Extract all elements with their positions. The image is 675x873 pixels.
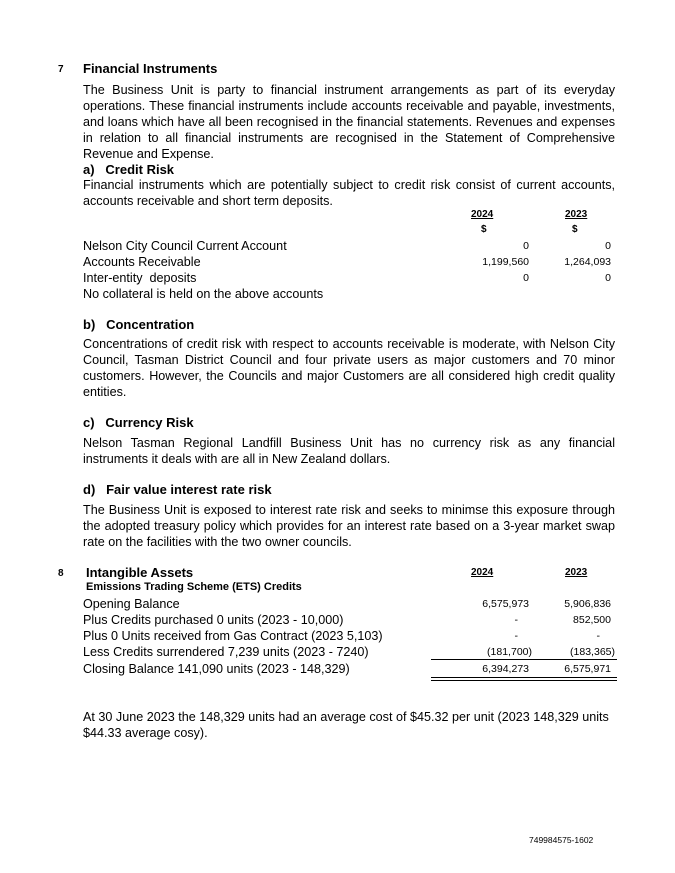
concentration-text: Concentrations of credit risk with respect to accounts receivable is moderate, with Nelson City Council, Tasman District Council and four private users as major customers and 70 minor customers. However, the Councils and major Customers are all considered high credit quality entities. <box>83 337 615 399</box>
currency-2024: $ <box>481 224 487 235</box>
credit-row-label: Nelson City Council Current Account <box>83 239 287 253</box>
credit-row-2024: 1,199,560 <box>482 256 529 268</box>
col-header-2023: 2023 <box>565 209 588 220</box>
currency-risk-text: Nelson Tasman Regional Landfill Business Unit has no currency risk as any financial instruments it deals with are all in New Zealand dollars. <box>83 436 615 466</box>
section-subtitle: Emissions Trading Scheme (ETS) Credits <box>86 581 302 593</box>
section-number: 8 <box>58 568 64 579</box>
ets-row-2024: 6,575,973 <box>482 598 529 610</box>
ets-row-2023: - <box>596 630 600 642</box>
credit-note: No collateral is held on the above accounts <box>83 287 324 301</box>
concentration-heading: b) Concentration <box>83 317 195 332</box>
document-id: 749984575-1602 <box>529 835 594 845</box>
total-double-rule-top <box>431 677 617 678</box>
section-number: 7 <box>58 64 64 75</box>
col-header-2024: 2024 <box>471 209 494 220</box>
section-intro: The Business Unit is party to financial instrument arrangements as part of its everyday operations. These financial instruments include accounts receivable and payable, investments, and loans which have all been recognised in the financial statements. Revenues and expenses in relation to all financial instruments are recognised in the Statement of Comprehensive Revenue and Expense. <box>83 83 615 161</box>
credit-row-2023: 0 <box>605 240 611 252</box>
col-header-2024: 2024 <box>471 567 494 578</box>
ets-row-2024: - <box>514 614 518 626</box>
credit-risk-heading: a) Credit Risk <box>83 162 175 177</box>
ets-row-label: Plus Credits purchased 0 units (2023 - 10,000) <box>83 613 344 627</box>
currency-risk-heading: c) Currency Risk <box>83 415 194 430</box>
ets-row-label: Closing Balance 141,090 units (2023 - 148,329) <box>83 662 350 676</box>
credit-risk-text: Financial instruments which are potentially subject to credit risk consist of current accounts, accounts receivable and short term deposits. <box>83 178 615 208</box>
credit-row-label: Inter-entity deposits <box>83 271 197 285</box>
fair-value-heading: d) Fair value interest rate risk <box>83 482 272 497</box>
ets-row-2023: (183,365) <box>570 646 615 658</box>
subtotal-rule <box>431 659 617 660</box>
ets-row-2023: 852,500 <box>573 614 611 626</box>
ets-row-label: Less Credits surrendered 7,239 units (2023 - 7240) <box>83 645 369 659</box>
ets-note: At 30 June 2023 the 148,329 units had an average cost of $45.32 per unit (2023 148,329 units $44.33 average cosy). <box>83 710 609 740</box>
ets-row-2023: 5,906,836 <box>564 598 611 610</box>
ets-row-2023: 6,575,971 <box>564 663 611 675</box>
credit-row-label: Accounts Receivable <box>83 255 201 269</box>
ets-row-2024: (181,700) <box>487 646 532 658</box>
col-header-2023: 2023 <box>565 567 588 578</box>
ets-row-2024: 6,394,273 <box>482 663 529 675</box>
fair-value-text: The Business Unit is exposed to interest rate risk and seeks to minimse this exposure through the adopted treasury policy which provides for an interest rate based on a 3-year market swap rate on the facilities with the two owner councils. <box>83 503 615 549</box>
section-title: Financial Instruments <box>83 61 218 76</box>
ets-row-label: Plus 0 Units received from Gas Contract (2023 5,103) <box>83 629 383 643</box>
credit-row-2024: 0 <box>523 240 529 252</box>
total-double-rule-bottom <box>431 680 617 681</box>
credit-row-2023: 0 <box>605 272 611 284</box>
credit-row-2023: 1,264,093 <box>564 256 611 268</box>
ets-row-2024: - <box>514 630 518 642</box>
ets-row-label: Opening Balance <box>83 597 180 611</box>
section-title: Intangible Assets <box>86 565 194 580</box>
credit-row-2024: 0 <box>523 272 529 284</box>
currency-2023: $ <box>572 224 578 235</box>
